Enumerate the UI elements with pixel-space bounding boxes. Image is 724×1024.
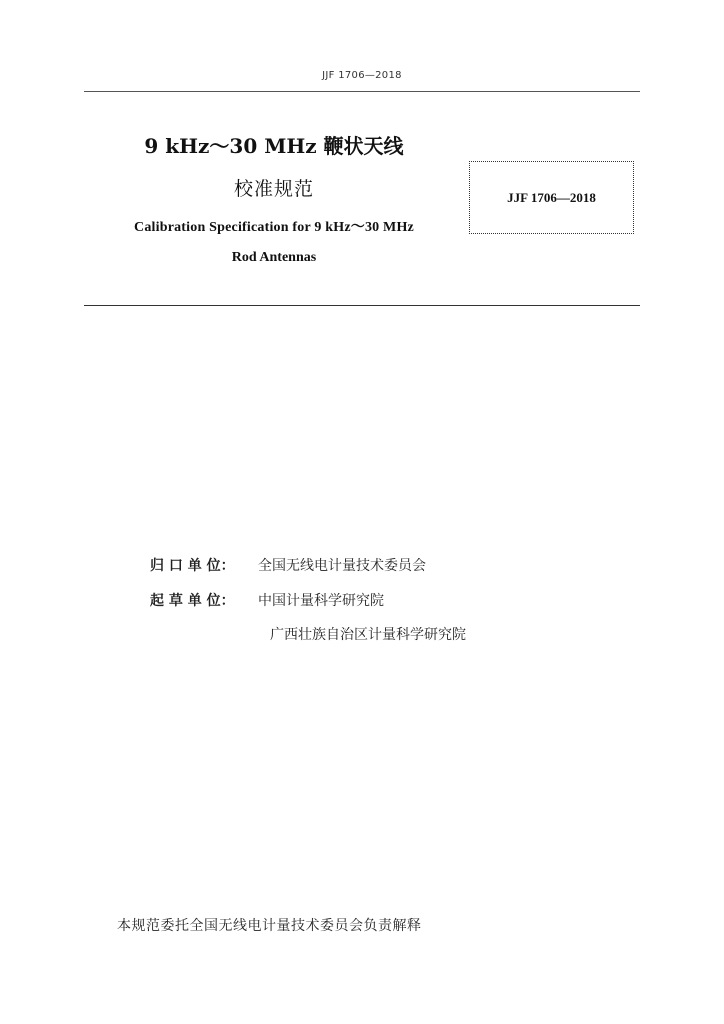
title-section-rule: [84, 305, 640, 306]
drafting-unit-value-2: 广西壮族自治区计量科学研究院: [270, 627, 466, 643]
standard-code-box-text: JJF 1706—2018: [507, 189, 596, 205]
drafting-unit-label: 起 草 单 位：: [150, 593, 235, 609]
drafting-unit-row: [150, 590, 384, 610]
responsible-unit-value: 全国无线电计量技术委员会: [258, 558, 426, 574]
header-rule: [84, 91, 640, 92]
header-standard-code: JJF 1706—2018: [322, 70, 402, 81]
standard-code-box: [469, 161, 634, 234]
title-chinese-line-1: 9 kHz～30 MHz 鞭状天线: [144, 134, 404, 158]
interpretation-note: 本规范委托全国无线电计量技术委员会负责解释: [117, 918, 422, 934]
responsible-unit-row: [150, 555, 426, 575]
responsible-unit-label: 归 口 单 位：: [150, 558, 235, 574]
title-chinese-line-2: 校准规范: [233, 178, 314, 200]
title-english-line-1: Calibration Specification for 9 kHz～30 MHz: [134, 220, 414, 235]
drafting-unit-value-1: 中国计量科学研究院: [258, 593, 384, 609]
title-english-line-2: Rod Antennas: [231, 250, 317, 265]
